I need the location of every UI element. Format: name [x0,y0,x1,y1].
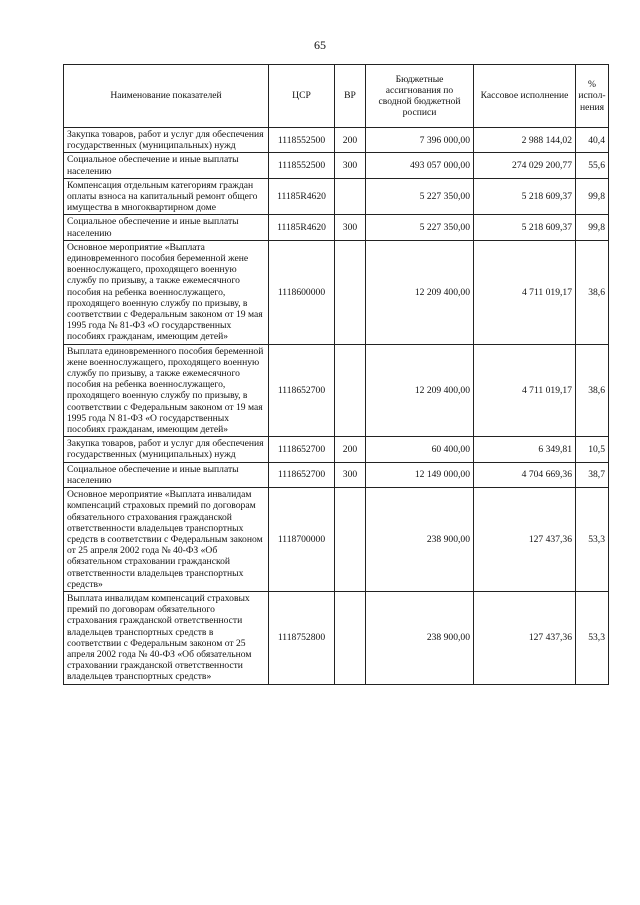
cell-csr: 1118600000 [269,240,335,344]
cell-pct: 99,8 [576,215,609,240]
cell-csr: 11185R4620 [269,215,335,240]
cell-vr [335,240,366,344]
cell-vr: 200 [335,437,366,462]
table-row [64,128,609,153]
cell-pct: 53,3 [576,591,609,684]
cell-csr: 1118752800 [269,591,335,684]
cell-pct: 38,6 [576,344,609,437]
cell-name: Закупка товаров, работ и услуг для обеспечения государственных (муниципальных) нужд [64,128,269,153]
cell-vr [335,591,366,684]
page-number: 65 [314,38,326,52]
cell-cash: 127 437,36 [474,591,576,684]
cell-cash: 2 988 144,02 [474,128,576,153]
table-row [64,153,609,178]
table-row [64,215,609,240]
table-row [64,462,609,487]
header-pct: % испол-нения [576,65,609,128]
table-row [64,240,609,344]
cell-budget: 5 227 350,00 [366,215,474,240]
cell-budget: 60 400,00 [366,437,474,462]
cell-name: Компенсация отдельным категориям граждан оплаты взноса на капитальный ремонт общего имущества в многоквартирном доме [64,178,269,215]
cell-cash: 274 029 200,77 [474,153,576,178]
cell-cash: 4 704 669,36 [474,462,576,487]
table-header-row [64,65,609,128]
budget-table [63,64,609,685]
cell-csr: 1118652700 [269,344,335,437]
table-row [64,488,609,592]
cell-vr [335,344,366,437]
cell-name: Выплата инвалидам компенсаций страховых премий по договорам обязательного страхования гражданской ответственности владельцев транспортных средств в соответствии с Федеральным законом от 25 апреля 2002 года № 40-ФЗ «Об обязательном страховании гражданской ответственности владельцев транспортных средств» [64,591,269,684]
cell-budget: 5 227 350,00 [366,178,474,215]
cell-name: Социальное обеспечение и иные выплаты населению [64,215,269,240]
cell-vr: 200 [335,128,366,153]
cell-pct: 99,8 [576,178,609,215]
cell-budget: 12 149 000,00 [366,462,474,487]
cell-pct: 40,4 [576,128,609,153]
cell-budget: 493 057 000,00 [366,153,474,178]
cell-vr [335,488,366,592]
cell-cash: 4 711 019,17 [474,240,576,344]
cell-cash: 4 711 019,17 [474,344,576,437]
cell-cash: 5 218 609,37 [474,178,576,215]
table-row [64,344,609,437]
cell-csr: 1118652700 [269,437,335,462]
cell-vr: 300 [335,153,366,178]
table-row [64,178,609,215]
cell-pct: 38,6 [576,240,609,344]
header-csr: ЦСР [269,65,335,128]
cell-csr: 1118700000 [269,488,335,592]
cell-csr: 1118652700 [269,462,335,487]
cell-pct: 55,6 [576,153,609,178]
cell-name: Закупка товаров, работ и услуг для обеспечения государственных (муниципальных) нужд [64,437,269,462]
cell-name: Выплата единовременного пособия беременной жене военнослужащего, проходящего военную службу по призыву, а также ежемесячного пособия на ребенка военнослужащего, проходящего военную службу по призыву, в соответствии с Федеральным законом от 19 мая 1995 года N 81-ФЗ «О государственных пособиях гражданам, имеющим детей» [64,344,269,437]
cell-cash: 127 437,36 [474,488,576,592]
header-budget: Бюджетные ассигнования по сводной бюджетной росписи [366,65,474,128]
cell-name: Основное мероприятие «Выплата единовременного пособия беременной жене военнослужащего, проходящего военную службу по призыву, а также ежемесячного пособия на ребенка военнослужащего, проходящего военную службу по призыву, в соответствии с Федеральным законом от 19 мая 1995 года № 81-ФЗ «О государственных пособиях гражданам, имеющим детей» [64,240,269,344]
cell-csr: 11185R4620 [269,178,335,215]
cell-vr [335,178,366,215]
cell-csr: 1118552500 [269,128,335,153]
cell-name: Социальное обеспечение и иные выплаты населению [64,153,269,178]
cell-csr: 1118552500 [269,153,335,178]
header-name: Наименование показателей [64,65,269,128]
cell-budget: 238 900,00 [366,591,474,684]
cell-budget: 12 209 400,00 [366,344,474,437]
cell-vr: 300 [335,462,366,487]
header-cash: Кассовое исполнение [474,65,576,128]
table-row [64,591,609,684]
header-vr: ВР [335,65,366,128]
cell-cash: 6 349,81 [474,437,576,462]
table-row [64,437,609,462]
cell-pct: 53,3 [576,488,609,592]
cell-budget: 238 900,00 [366,488,474,592]
cell-budget: 12 209 400,00 [366,240,474,344]
cell-vr: 300 [335,215,366,240]
cell-name: Основное мероприятие «Выплата инвалидам компенсаций страховых премий по договорам обязательного страхования гражданской ответственности владельцев транспортных средств в соответствии с Федеральным законом от 25 апреля 2002 года № 40-ФЗ «Об обязательном страховании гражданской ответственности владельцев транспортных средств» [64,488,269,592]
cell-name: Социальное обеспечение и иные выплаты населению [64,462,269,487]
cell-cash: 5 218 609,37 [474,215,576,240]
cell-budget: 7 396 000,00 [366,128,474,153]
cell-pct: 10,5 [576,437,609,462]
cell-pct: 38,7 [576,462,609,487]
